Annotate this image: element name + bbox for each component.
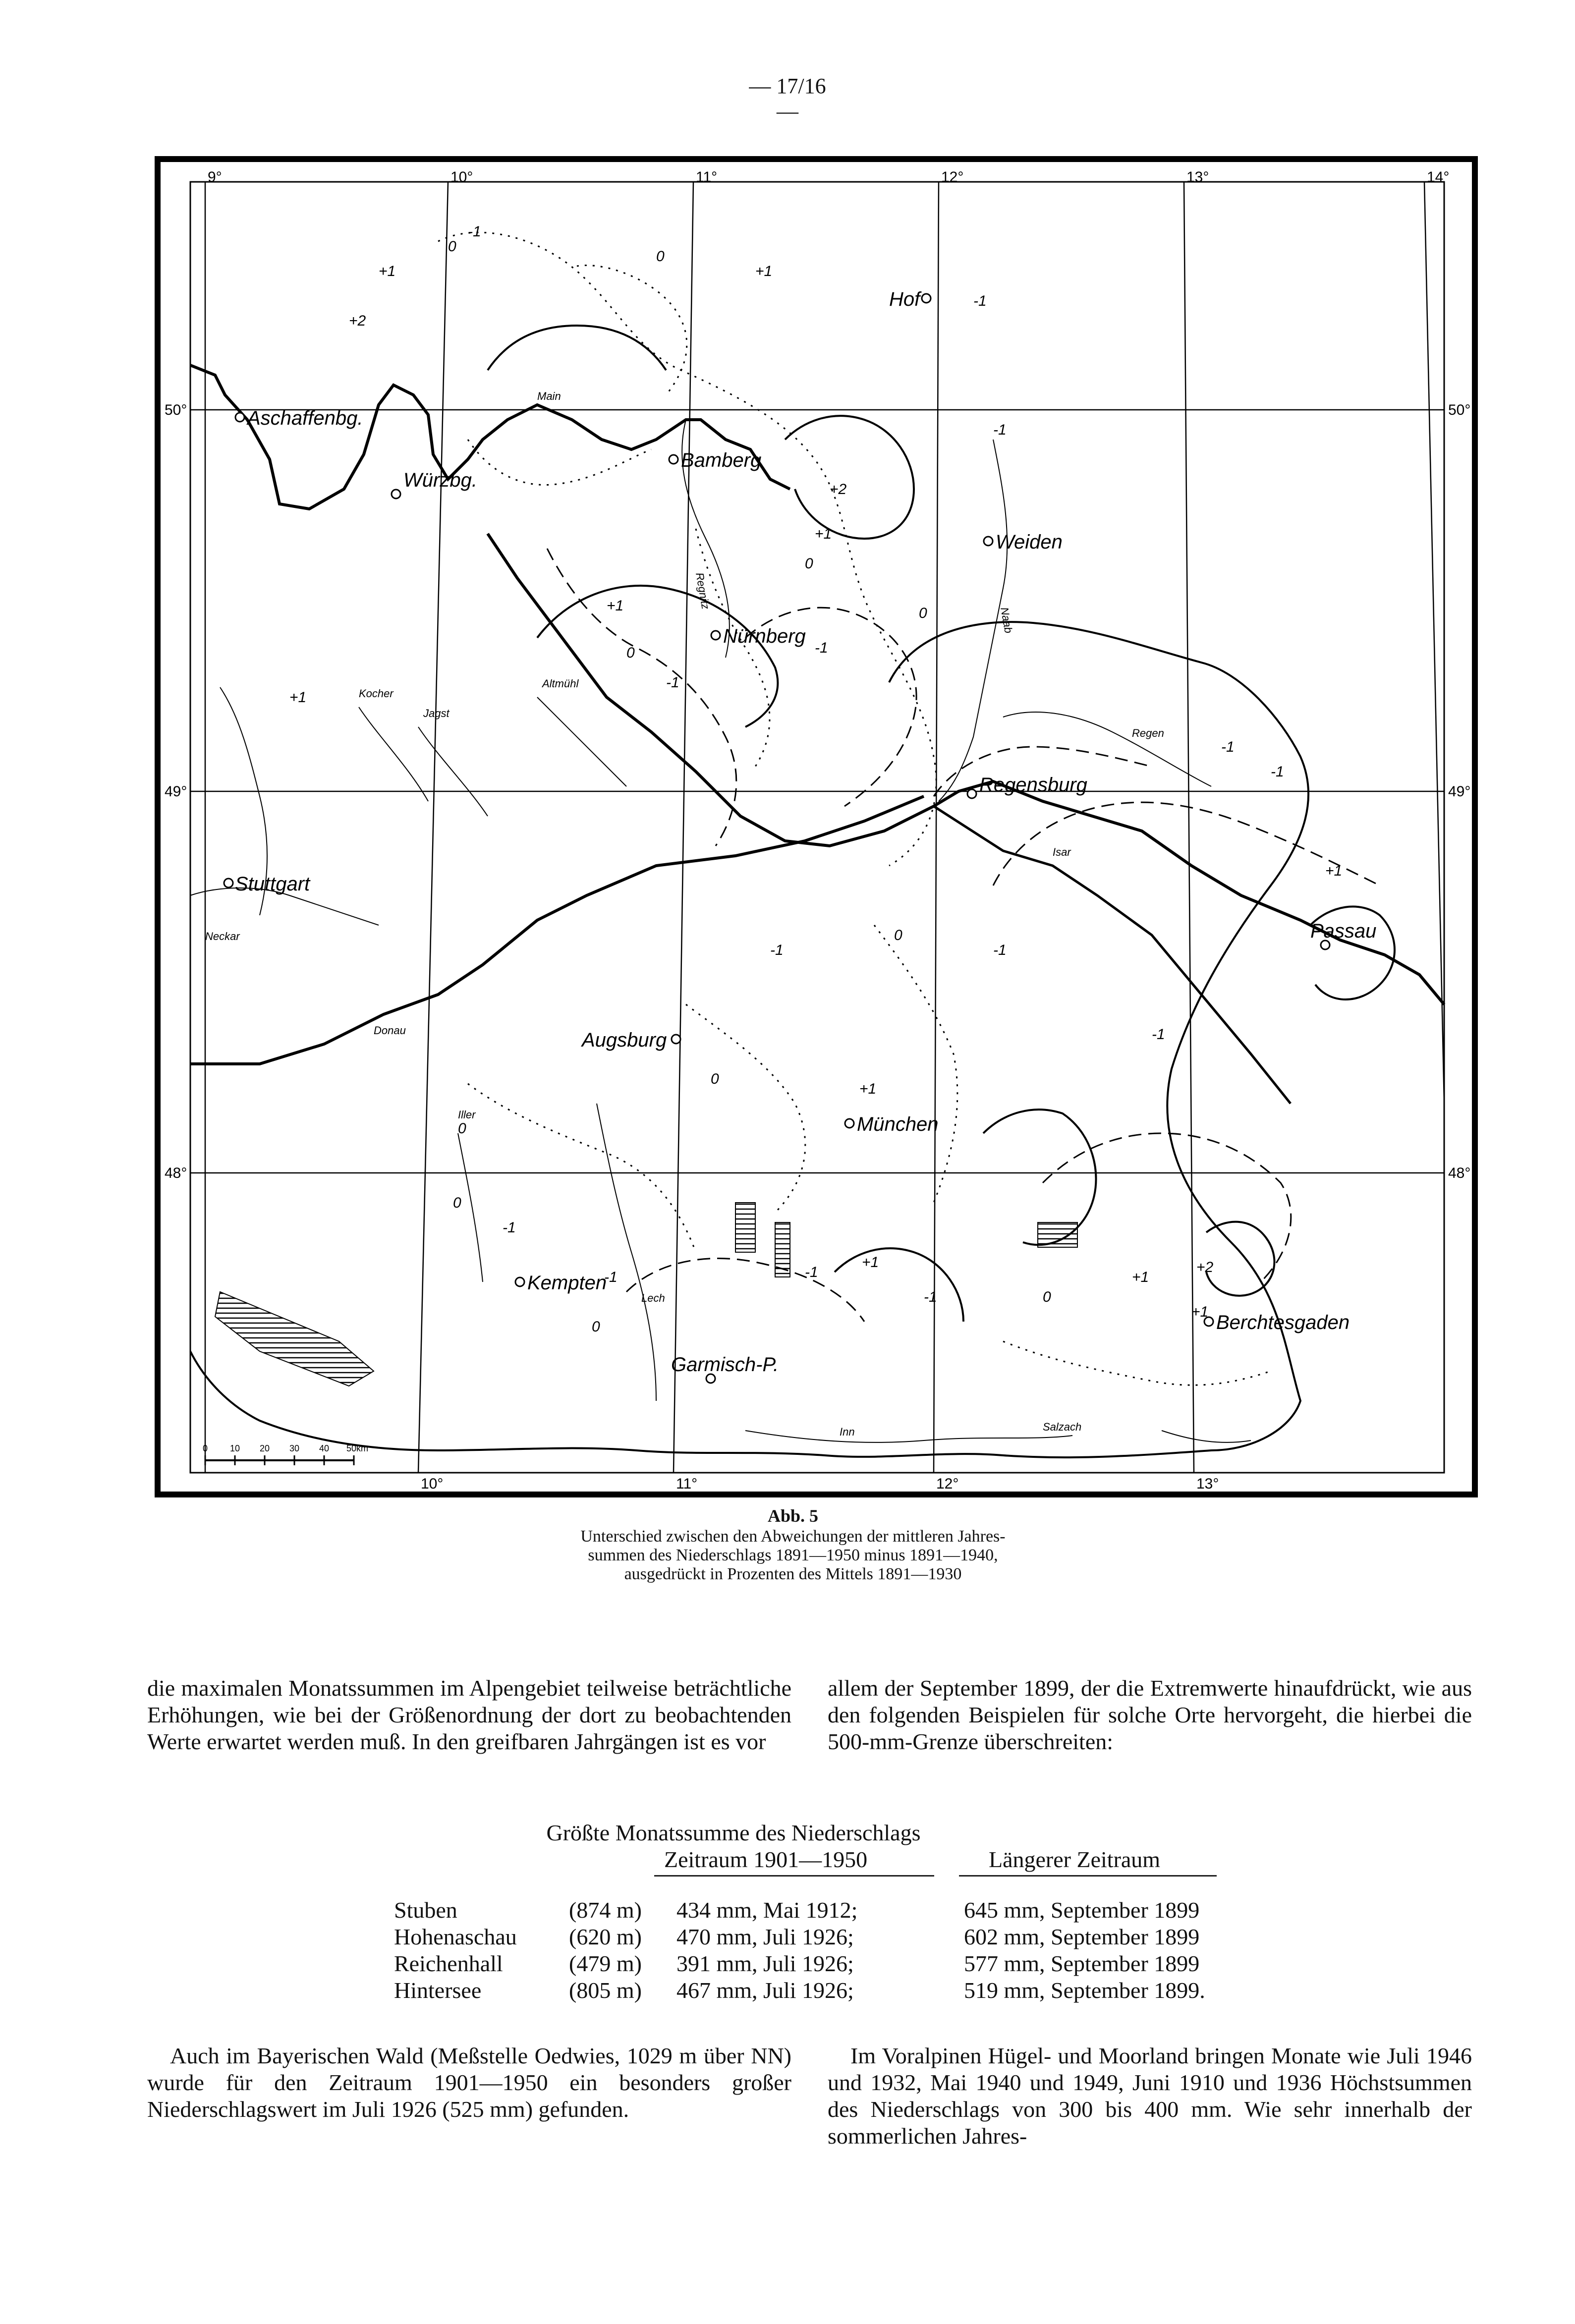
isoline-label: 0 xyxy=(894,927,902,943)
longer-value: 519 mm, September 1899. xyxy=(964,1978,1205,2003)
isoline-label: +1 xyxy=(815,526,832,542)
header-rule xyxy=(654,1875,934,1877)
isoline-label: +1 xyxy=(1191,1304,1209,1320)
lon-label-top: 13° xyxy=(1186,169,1209,185)
city-label: München xyxy=(857,1113,939,1135)
caption-line: summen des Niederschlags 1891—1950 minus 1891—1940, xyxy=(588,1546,998,1564)
longer-value: 645 mm, September 1899 xyxy=(964,1897,1200,1923)
lat-label-left: 48° xyxy=(165,1165,187,1181)
river-label: Neckar xyxy=(205,930,240,942)
caption-line: Unterschied zwischen den Abweichungen der mittleren Jahres- xyxy=(580,1527,1006,1546)
isoline-label: -1 xyxy=(973,293,987,309)
lon-label-bottom: 13° xyxy=(1196,1476,1219,1492)
river-label: Naab xyxy=(998,606,1015,634)
isoline-label: +1 xyxy=(1325,863,1343,879)
station-height: (874 m) xyxy=(569,1897,642,1923)
isoline-label: 0 xyxy=(919,605,927,621)
isoline-label: +1 xyxy=(607,598,624,614)
isoline-label: 0 xyxy=(448,238,456,255)
meridian-11 xyxy=(674,182,693,1473)
paragraph-text: Auch im Bayerischen Wald (Meßstelle Oedwies, 1029 m über NN) wurde für den Zeitraum 1901—1950 ein besonders großer Niederschlagswert im Juli 1926 (525 mm) gefunden. xyxy=(147,2043,791,2122)
city-dot xyxy=(967,789,976,798)
lon-label-top: 14° xyxy=(1427,169,1450,185)
map-graphic xyxy=(161,162,1472,1492)
isoline-label: +1 xyxy=(289,689,307,706)
longer-value: 602 mm, September 1899 xyxy=(964,1924,1200,1949)
lon-label-bottom: 12° xyxy=(936,1476,959,1492)
city-label: Nürnberg xyxy=(723,625,806,647)
city-markers xyxy=(224,294,1330,1383)
isolines-zero xyxy=(438,232,1271,1385)
isoline-label: 0 xyxy=(1043,1289,1051,1305)
scale-tick: 0 xyxy=(203,1443,208,1453)
river-label: Regnitz xyxy=(693,571,712,610)
meridian-10 xyxy=(418,182,448,1473)
city-label: Hof xyxy=(889,288,920,310)
city-dot xyxy=(515,1277,524,1286)
isoline-label: -1 xyxy=(805,1264,818,1280)
figure-caption xyxy=(446,1506,1140,1584)
isoline-label: -1 xyxy=(815,640,828,656)
danube-river-line xyxy=(488,534,1444,1004)
river-label: Iller xyxy=(458,1108,476,1121)
city-label: Aschaffenbg. xyxy=(247,407,363,429)
left-column-paragraph xyxy=(147,2043,791,2123)
city-dot xyxy=(711,631,720,640)
table-row xyxy=(387,1897,1239,1924)
river-label: Jagst xyxy=(423,707,450,719)
table-header: Zeitraum 1901—1950 xyxy=(664,1847,868,1872)
lon-label-top: 10° xyxy=(450,169,473,185)
station-height: (805 m) xyxy=(569,1978,642,2003)
city-dot xyxy=(392,490,400,498)
meridian-13 xyxy=(1184,182,1194,1473)
minor-rivers xyxy=(190,420,1251,1442)
period-value: 391 mm, Juli 1926; xyxy=(676,1951,854,1976)
river-label: Altmühl xyxy=(542,677,579,690)
isoline-label: +2 xyxy=(349,313,366,329)
period-value: 470 mm, Juli 1926; xyxy=(676,1924,854,1949)
city-label: Garmisch-P. xyxy=(671,1354,779,1376)
isoline-label: -1 xyxy=(993,422,1007,438)
isoline-label: +1 xyxy=(859,1081,877,1097)
figure-number: Abb. 5 xyxy=(767,1506,819,1526)
city-label: Augsburg xyxy=(582,1029,667,1051)
main-river-line xyxy=(190,365,790,509)
city-label: Stuttgart xyxy=(235,873,310,895)
lon-label-top: 9° xyxy=(208,169,222,185)
left-column-paragraph xyxy=(147,1675,791,1755)
lat-label-right: 49° xyxy=(1448,783,1471,800)
station-height: (620 m) xyxy=(569,1924,642,1949)
isoline-label: -1 xyxy=(1221,739,1235,755)
isoline-label: -1 xyxy=(770,942,784,958)
isoline-label: 0 xyxy=(656,248,665,265)
isoline-label: +1 xyxy=(1132,1269,1149,1285)
isoline-label: -1 xyxy=(604,1269,618,1285)
city-dot xyxy=(672,1035,680,1044)
scale-bar xyxy=(203,1443,368,1465)
lon-label-top: 11° xyxy=(696,169,718,185)
isolines-plus xyxy=(488,326,1395,1322)
city-label: Bamberg xyxy=(681,449,762,471)
right-column-paragraph xyxy=(828,2043,1472,2150)
table-title: Größte Monatssumme des Niederschlags xyxy=(546,1820,921,1845)
paragraph-text: die maximalen Monatssummen im Alpengebiet teilweise beträchtliche Erhöhungen, wie bei der Größenordnung der dort zu beobachtenden Werte erwartet werden muß. In den greifbaren Jahrgängen ist es vor xyxy=(147,1675,791,1754)
station-height: (479 m) xyxy=(569,1951,642,1976)
isoline-label: +1 xyxy=(755,263,773,279)
city-dot xyxy=(922,294,931,303)
lat-label-left: 49° xyxy=(165,783,187,800)
meridian-12 xyxy=(934,182,939,1473)
isoline-label: -1 xyxy=(993,942,1007,958)
city-label: Berchtesgaden xyxy=(1216,1312,1350,1333)
table-header: Längerer Zeitraum xyxy=(989,1847,1161,1872)
isoline-label: -1 xyxy=(1152,1026,1165,1043)
city-label: Passau xyxy=(1310,920,1377,942)
lat-label-right: 48° xyxy=(1448,1165,1471,1181)
station-name: Reichenhall xyxy=(394,1951,503,1976)
isoline-labels xyxy=(289,223,1342,1335)
isoline-label: +2 xyxy=(830,481,847,498)
lat-label-left: 50° xyxy=(165,402,187,418)
longer-value: 577 mm, September 1899 xyxy=(964,1951,1200,1976)
scale-tick: 20 xyxy=(260,1443,270,1453)
caption-line: ausgedrückt in Prozenten des Mittels 1891—1930 xyxy=(624,1565,962,1583)
scale-tick: 30 xyxy=(289,1443,300,1453)
right-column-paragraph xyxy=(828,1675,1472,1755)
isoline-label: -1 xyxy=(468,223,481,240)
isoline-label: 0 xyxy=(592,1319,600,1335)
isoline-label: 0 xyxy=(458,1120,466,1137)
river-label: Inn xyxy=(840,1426,855,1438)
isoline-label: -1 xyxy=(503,1219,516,1236)
isoline-label: +1 xyxy=(379,263,396,279)
station-name: Stuben xyxy=(394,1897,457,1923)
isoline-label: 0 xyxy=(711,1071,719,1087)
isoline-label: -1 xyxy=(1271,764,1284,780)
period-value: 434 mm, Mai 1912; xyxy=(676,1897,858,1923)
isar-river-line xyxy=(934,806,1291,1104)
isoline-label: 0 xyxy=(626,645,635,661)
isoline-label: +2 xyxy=(1196,1259,1214,1275)
page-number: — 17/16 — xyxy=(749,74,826,123)
city-label: Weiden xyxy=(996,531,1063,553)
river-label: Lech xyxy=(641,1292,665,1304)
city-label: Kempten xyxy=(527,1272,607,1294)
city-dot xyxy=(669,455,678,464)
lon-label-top: 12° xyxy=(941,169,964,185)
river-label: Main xyxy=(537,390,561,402)
city-label: Regensburg xyxy=(979,774,1087,796)
scale-tick: 40 xyxy=(319,1443,330,1453)
river-label: Salzach xyxy=(1043,1421,1082,1433)
precipitation-table xyxy=(387,1820,1239,2003)
paragraph-text: allem der September 1899, der die Extremwerte hinaufdrückt, wie aus den folgenden Beispielen für solche Orte hervorgeht, die hierbei die 500-mm-Grenze überschreiten: xyxy=(828,1675,1472,1754)
isoline-label: 0 xyxy=(805,555,813,572)
isoline-label: -1 xyxy=(924,1289,937,1305)
isoline-label: -1 xyxy=(666,674,679,691)
table-row xyxy=(387,1924,1239,1950)
lon-label-bottom: 10° xyxy=(421,1476,444,1492)
city-dot xyxy=(984,537,993,546)
paragraph-text: Im Voralpinen Hügel- und Moorland bringen Monate wie Juli 1946 und 1932, Mai 1940 und 1949, Juni 1910 und 1936 Höchstsummen des Niederschlags von 300 bis 400 mm. Wie sehr innerhalb der sommerlichen Jahres- xyxy=(828,2043,1472,2149)
river-label: Isar xyxy=(1053,846,1071,858)
river-label: Regen xyxy=(1132,727,1164,739)
lat-label-right: 50° xyxy=(1448,402,1471,418)
scale-tick: 10 xyxy=(230,1443,240,1453)
isoline-label: +1 xyxy=(862,1254,879,1271)
isoline-map xyxy=(155,156,1478,1497)
period-value: 467 mm, Juli 1926; xyxy=(676,1978,854,2003)
station-name: Hohenaschau xyxy=(394,1924,517,1949)
isolines-minus-one xyxy=(547,549,1380,1322)
isoline-label: 0 xyxy=(453,1195,461,1211)
station-name: Hintersee xyxy=(394,1978,482,2003)
meridian-14 xyxy=(1424,182,1444,1104)
river-label: Donau xyxy=(374,1024,406,1037)
river-label: Kocher xyxy=(359,687,394,700)
city-dot xyxy=(235,413,244,422)
header-rule xyxy=(959,1875,1217,1877)
scale-tick: 50km xyxy=(346,1443,369,1453)
table-row xyxy=(387,1950,1239,1977)
lon-label-bottom: 11° xyxy=(676,1476,698,1492)
city-dot xyxy=(845,1119,854,1128)
city-label: Würzbg. xyxy=(403,469,477,491)
border-line xyxy=(190,796,924,1064)
table-row xyxy=(387,1977,1239,2004)
city-dot xyxy=(224,879,233,887)
